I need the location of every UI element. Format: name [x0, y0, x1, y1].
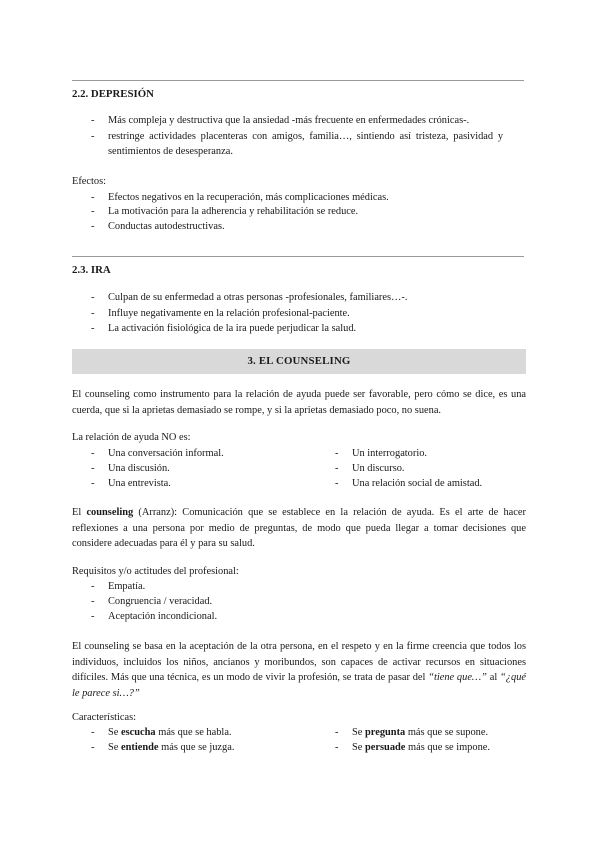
- list-item: - Un discurso.: [335, 463, 405, 474]
- list-item: - Se escucha más que se habla.: [91, 727, 232, 738]
- list-item: - Una entrevista.: [91, 478, 171, 489]
- intro-paragraph: El counseling como instrumento para la relación de ayuda puede ser favorable, pero cómo se dice, es una cuerda, que si la aprietas demasiado se rompe, y si la aprietas demasiado poco, no suena.: [72, 389, 526, 416]
- list-item: - Se pregunta más que se supone.: [335, 727, 489, 738]
- no-es-label: La relación de ayuda NO es:: [72, 432, 191, 443]
- list-item: - Se entiende más que se juzga.: [91, 742, 235, 753]
- list-item: - Conductas autodestructivas.: [91, 221, 225, 232]
- definition-paragraph: El counseling (Arranz): Comunicación que se establece en la relación de ayuda. Es el arte de hacer reflexiones a una persona por medio de preguntas, de modo que pueda llegar a tomar decisiones que considere adecuadas para él y para su salud.: [72, 507, 526, 549]
- list-item: - Se persuade más que se impone.: [335, 742, 490, 753]
- list-item: - Efectos negativos en la recuperación, más complicaciones médicas.: [91, 192, 389, 203]
- list-item: - Un interrogatorio.: [335, 448, 428, 459]
- list-item: - Congruencia / veracidad.: [91, 596, 213, 607]
- section-heading-depresion: 2.2. DEPRESIÓN: [72, 88, 154, 100]
- list-item-continuation: sentimientos de desesperanza.: [108, 146, 233, 157]
- list-item: - Culpan de su enfermedad a otras personas -profesionales, familiares…-.: [91, 292, 408, 303]
- list-item: - Influye negativamente en la relación profesional-paciente.: [91, 308, 350, 319]
- list-item: - Empatía.: [91, 581, 146, 592]
- top-divider: [72, 80, 524, 81]
- efectos-label: Efectos:: [72, 176, 107, 187]
- section-divider: [72, 256, 524, 257]
- list-item: - La activación fisiológica de la ira puede perjudicar la salud.: [91, 323, 357, 334]
- list-item: - La motivación para la adherencia y rehabilitación se reduce.: [91, 206, 359, 217]
- section-banner-counseling: 3. EL COUNSELING: [72, 349, 526, 374]
- list-item: - Una discusión.: [91, 463, 170, 474]
- list-item: - Aceptación incondicional.: [91, 611, 218, 622]
- list-item: - Más compleja y destructiva que la ansiedad -más frecuente en enfermedades crónicas-.: [91, 115, 470, 126]
- list-item: - Una conversación informal.: [91, 448, 224, 459]
- list-item: - Una relación social de amistad.: [335, 478, 483, 489]
- caracteristicas-label: Características:: [72, 712, 137, 723]
- section-heading-ira: 2.3. IRA: [72, 264, 111, 276]
- requisitos-label: Requisitos y/o actitudes del profesional:: [72, 566, 239, 577]
- base-paragraph: El counseling se basa en la aceptación de la otra persona, en el respeto y en la firme creencia que todos los individuos, incluidos los niños, ancianos y moribundos, son capaces de activar recursos en situaciones difíciles. Más que una técnica, es un modo de vivir la profesión, se trata de pasar del “tiene que…” al “¿qué le parece si…?”: [72, 641, 527, 699]
- list-item: - restringe actividades placenteras con amigos, familia…, sintiendo así tristeza, pasividad y: [91, 131, 504, 142]
- definition-term: counseling: [86, 507, 134, 518]
